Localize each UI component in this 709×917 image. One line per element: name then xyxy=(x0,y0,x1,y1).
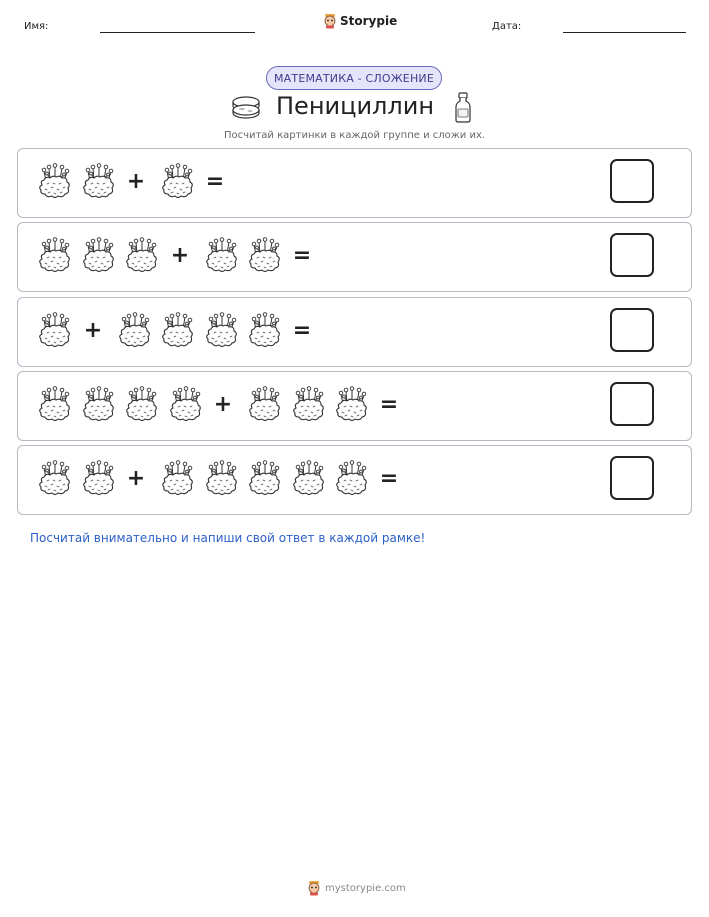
penicillin-mold-icon xyxy=(81,386,117,426)
penicillin-mold-icon xyxy=(168,386,204,426)
penicillin-mold-icon xyxy=(37,460,73,500)
penicillin-mold-icon xyxy=(247,460,283,500)
name-label: Имя: xyxy=(24,21,49,32)
penicillin-mold-icon xyxy=(37,237,73,277)
answer-box[interactable] xyxy=(610,159,654,203)
title-row xyxy=(0,92,709,128)
equals-sign: = xyxy=(292,243,312,268)
penicillin-mold-icon xyxy=(160,460,196,500)
penicillin-mold-icon xyxy=(291,460,327,500)
brand-logo xyxy=(323,13,397,29)
problem-row xyxy=(17,371,692,441)
problem-row xyxy=(17,445,692,515)
penicillin-mold-icon xyxy=(37,163,73,203)
instruction-text: Посчитай внимательно и напиши свой ответ в каждой рамке! xyxy=(30,531,426,545)
subject-badge: МАТЕМАТИКА - СЛОЖЕНИЕ xyxy=(266,66,442,90)
penicillin-mold-icon xyxy=(37,386,73,426)
problem-row xyxy=(17,148,692,218)
penicillin-mold-icon xyxy=(124,386,160,426)
equals-sign: = xyxy=(205,169,225,194)
plus-sign: + xyxy=(213,392,233,417)
penicillin-mold-icon xyxy=(204,237,240,277)
problem-row xyxy=(17,297,692,367)
penicillin-mold-icon xyxy=(37,312,73,352)
penicillin-mold-icon xyxy=(334,386,370,426)
penicillin-mold-icon xyxy=(247,237,283,277)
penicillin-mold-icon xyxy=(247,386,283,426)
penicillin-mold-icon xyxy=(117,312,153,352)
date-label: Дата: xyxy=(492,21,522,32)
penicillin-mold-icon xyxy=(160,312,196,352)
equals-sign: = xyxy=(379,392,399,417)
penicillin-mold-icon xyxy=(124,237,160,277)
date-line[interactable] xyxy=(563,32,686,33)
answer-box[interactable] xyxy=(610,233,654,277)
footer-url: mystorypie.com xyxy=(325,882,406,894)
answer-box[interactable] xyxy=(610,382,654,426)
penicillin-mold-icon xyxy=(81,163,117,203)
penicillin-mold-icon xyxy=(160,163,196,203)
penicillin-mold-icon xyxy=(247,312,283,352)
problem-row xyxy=(17,222,692,292)
penicillin-mold-icon xyxy=(204,460,240,500)
answer-box[interactable] xyxy=(610,308,654,352)
brand-name: Storypie xyxy=(340,14,398,28)
equals-sign: = xyxy=(379,466,399,491)
penicillin-mold-icon xyxy=(291,386,327,426)
plus-sign: + xyxy=(126,169,146,194)
storypie-mascot-icon xyxy=(323,13,337,29)
penicillin-mold-icon xyxy=(81,460,117,500)
plus-sign: + xyxy=(126,466,146,491)
answer-box[interactable] xyxy=(610,456,654,500)
penicillin-mold-icon xyxy=(81,237,117,277)
medicine-bottle-icon xyxy=(453,92,473,124)
plus-sign: + xyxy=(83,318,103,343)
page-title: Пенициллин xyxy=(276,92,435,120)
plus-sign: + xyxy=(170,243,190,268)
equals-sign: = xyxy=(292,318,312,343)
storypie-mascot-icon xyxy=(307,880,321,896)
penicillin-mold-icon xyxy=(204,312,240,352)
penicillin-mold-icon xyxy=(334,460,370,500)
petri-dish-icon xyxy=(231,94,261,120)
name-line[interactable] xyxy=(100,32,255,33)
footer xyxy=(307,880,406,896)
page-subtitle: Посчитай картинки в каждой группе и сложи их. xyxy=(223,130,486,141)
